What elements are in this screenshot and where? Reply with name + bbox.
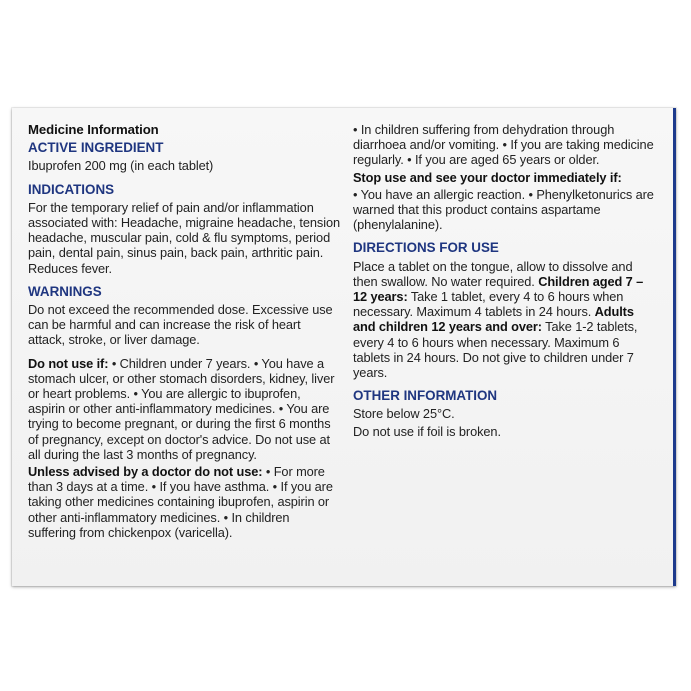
directions-intro: Place a tablet on the tongue, allow to dissolve and then swallow. No water required. — [353, 258, 633, 289]
right-column — [353, 122, 659, 447]
adults-dose-label: Adults and children 12 years and over: — [353, 304, 634, 335]
foil-warning-text: Do not use if foil is broken. — [353, 423, 501, 439]
indications-heading: INDICATIONS — [28, 181, 115, 197]
unless-advised-paragraph — [28, 464, 340, 540]
do-not-use-label: Do not use if: — [28, 355, 109, 371]
do-not-use-paragraph — [28, 356, 340, 462]
other-info-heading: OTHER INFORMATION — [353, 388, 498, 404]
warnings-text: Do not exceed the recommended dose. Excessive use can be harmful and can increase the risk of heart attack, stroke, or liver damage. — [28, 302, 333, 348]
children-dose-label: Children aged 7 – 12 years: — [353, 273, 644, 305]
left-column — [28, 122, 340, 548]
stop-use-label: Stop use and see your doctor immediately if: — [353, 169, 622, 185]
adults-dose-text: Take 1-2 tablets, every 4 to 6 hours when necessary. Maximum 6 tablets in 24 hours. Do not give to children under 7 years. — [353, 319, 638, 381]
unless-advised-text: • For more than 3 days at a time. • If you have asthma. • If you are taking other medicines containing ibuprofen, aspirin or other anti-inflammatory medicines. • In children suffering from chickenpox (varicella). — [28, 464, 333, 540]
stop-use-label-line — [353, 170, 659, 185]
directions-paragraph — [353, 259, 659, 381]
do-not-use-text: • Children under 7 years. • You have a stomach ulcer, or other stomach disorders, kidney, liver or heart problems. • You are allergic to ibuprofen, aspirin or other anti-inflammatory medicines. • You are trying to become pregnant, or during the first 6 months of pregnancy, except on doctor's advice. Do not use at all during the last 3 months of pregnancy. — [28, 355, 335, 462]
warnings-heading: WARNINGS — [28, 283, 102, 299]
unless-advised-label: Unless advised by a doctor do not use: — [28, 464, 263, 480]
medicine-info-panel — [12, 108, 676, 586]
indications-text: For the temporary relief of pain and/or inflammation associated with: Headache, migraine headache, tension headache, muscular pain, cold & flu symptoms, period pain, dental pain, sinus pain, back pain, arthritic pain. Reduces fever. — [28, 199, 340, 276]
children-dose-text: Take 1 tablet, every 4 to 6 hours when necessary. Maximum 4 tablets in 24 hours. — [353, 289, 624, 320]
directions-heading: DIRECTIONS FOR USE — [353, 240, 499, 256]
warnings-continued-text: • In children suffering from dehydration through diarrhoea and/or vomiting. • If you are taking medicine regularly. • If you are aged 65 years or older. — [353, 122, 654, 168]
active-ingredient-text: Ibuprofen 200 mg (in each tablet) — [28, 158, 214, 174]
active-ingredient-heading: ACTIVE INGREDIENT — [28, 140, 164, 156]
stop-use-text: • You have an allergic reaction. • Phenylketonurics are warned that this product contains aspartame (phenylalanine). — [353, 186, 654, 233]
storage-text: Store below 25°C. — [353, 406, 455, 422]
panel-title: Medicine Information — [28, 122, 159, 137]
